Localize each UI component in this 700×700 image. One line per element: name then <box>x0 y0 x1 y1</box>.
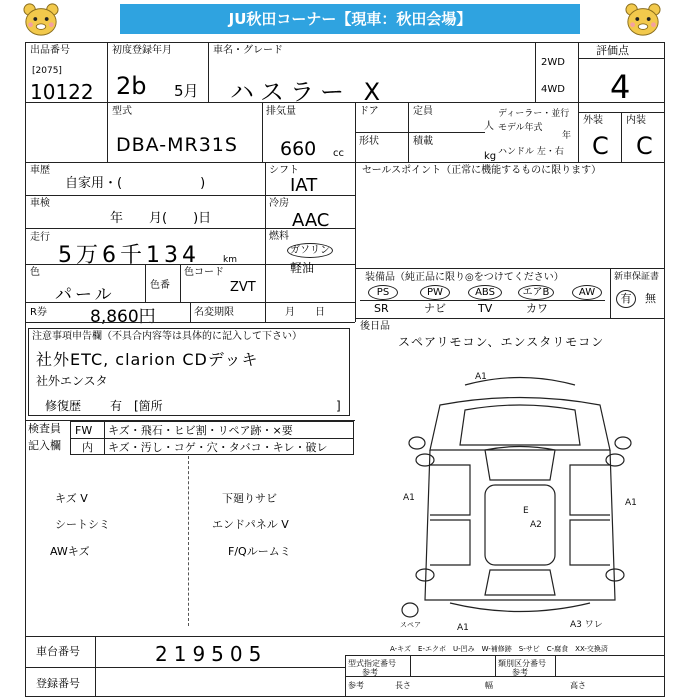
equip-abs: ABS <box>468 285 502 300</box>
equip-leather: カワ <box>526 302 548 315</box>
damage-mark: A1 <box>625 498 637 508</box>
car-name-label: 車名・グレード <box>213 45 283 56</box>
model-label: 型式 <box>112 106 132 117</box>
fuel-label: 燃料 <box>269 231 289 242</box>
color-number-label: 色番 <box>150 280 170 291</box>
load-label: 積載 <box>413 136 433 147</box>
damage-mark: A1 <box>403 493 415 503</box>
width-label: 幅 <box>485 681 493 690</box>
inspector-note-left-2: シートシミ <box>55 518 110 531</box>
inspector-note-right-2: エンドパネル V <box>212 518 289 531</box>
shift-value: IAT <box>290 175 318 196</box>
transfer-deadline-label: 名変期限 <box>194 307 234 318</box>
new-car-warranty-label: 新車保証書 <box>614 272 660 282</box>
damage-mark: A1 <box>457 623 469 633</box>
rating-value: 4 <box>610 68 631 106</box>
notes-line-2: 社外エンスタ <box>36 374 108 388</box>
exterior-grade: C <box>592 132 609 160</box>
first-registration-month: 5月 <box>174 82 199 100</box>
damage-legend: A-キズ E-エクボ U-凹み W-補修跡 S-サビ C-腐食 XX-交換済 <box>390 645 608 653</box>
bear-mascot-icon <box>624 2 662 38</box>
lot-number: 10122 <box>30 80 94 104</box>
handle-label: ハンドル 左・右 <box>498 147 564 157</box>
door-label: ドア <box>359 106 379 117</box>
type-cert-label: 型式指定番号 <box>348 659 396 668</box>
registration-number-label: 登録番号 <box>36 677 80 690</box>
aftermarket-label: 後日品 <box>360 321 390 332</box>
equip-pw: PW <box>420 285 450 300</box>
repair-history-label: 修復歴 <box>45 399 82 413</box>
equip-airbag: エアB <box>518 285 554 300</box>
car-damage-diagram <box>395 365 650 635</box>
inspector-note-right-1: 下廻りサビ <box>222 492 277 505</box>
drive-4wd-label: 4WD <box>541 84 565 95</box>
equip-ps: PS <box>368 285 398 300</box>
inspector-note-right-3: F/Qルームミ <box>228 545 291 558</box>
damage-mark: A3 ワレ <box>570 620 603 630</box>
inspection-date-label: 車検 <box>30 198 50 209</box>
aftermarket-text: スペアリモコン、エンスタリモコン <box>398 335 605 349</box>
damage-mark: E <box>523 506 529 516</box>
chassis-number: 219505 <box>155 642 268 666</box>
new-car-warranty-yes: 有 <box>616 290 636 308</box>
load-unit: kg <box>484 151 497 162</box>
lot-number-label: 出品番号 <box>30 45 70 56</box>
length-label: 長さ <box>395 681 411 690</box>
rating-label: 評価点 <box>596 44 629 57</box>
model-year-label: モデル年式 <box>498 123 543 133</box>
chassis-number-label: 車台番号 <box>36 645 80 658</box>
color-label: 色 <box>30 267 40 278</box>
color-code-label: 色コード <box>184 267 224 278</box>
new-car-warranty-no: 無 <box>645 292 656 305</box>
color-code-value: ZVT <box>230 280 256 295</box>
first-registration-label: 初度登録年月 <box>112 45 172 56</box>
first-registration-era: 2b <box>116 72 147 100</box>
color-value: パール <box>55 285 115 305</box>
inspector-note-left-1: キズ V <box>55 492 88 505</box>
recycle-value: 8,860円 <box>90 307 156 327</box>
bear-mascot-icon <box>22 2 60 38</box>
mileage-label: 走行 <box>30 232 50 243</box>
capacity-unit: 人 <box>484 121 494 132</box>
spare-label: スペア <box>400 621 421 629</box>
model-code: DBA-MR31S <box>116 134 238 156</box>
equip-sr: SR <box>374 302 389 315</box>
shape-label: 形状 <box>359 136 379 147</box>
shift-label: シフト <box>269 165 299 176</box>
interior-label: 内装 <box>626 115 646 126</box>
inspection-date-value: 年 月( )日 <box>110 211 212 226</box>
dealer-label: ディーラー・並行 <box>498 109 570 119</box>
top-banner <box>0 0 700 40</box>
ac-label: 冷房 <box>269 198 289 209</box>
exterior-label: 外装 <box>583 115 603 126</box>
equipment-label: 装備品（純正品に限り◎をつけてください） <box>365 272 564 283</box>
drive-2wd-label: 2WD <box>541 57 565 68</box>
mileage-value: 5万6千134 <box>58 243 200 268</box>
displacement-label: 排気量 <box>266 106 296 117</box>
sales-point-label: セールスポイント（正常に機能するものに限ります） <box>362 165 602 176</box>
fw-items: キズ・飛石・ヒビ割・リペア跡・×要 <box>108 424 293 437</box>
inspector-note-left-3: AWキズ <box>50 545 90 558</box>
history-label: 車歴 <box>30 165 50 176</box>
class-number-label: 類別区分番号 <box>498 659 546 668</box>
fw-label: FW <box>75 424 93 437</box>
interior-check-label: 内 <box>82 441 93 454</box>
damage-mark: A1 <box>475 372 487 382</box>
mileage-unit: km <box>223 255 237 265</box>
interior-check-items: キズ・汚し・コゲ・穴・タバコ・キレ・破レ <box>108 441 328 454</box>
lot-sub-code: [2075] <box>32 66 62 76</box>
inspector-label: 検査員 <box>28 422 61 435</box>
car-name: ハスラー X <box>230 78 387 106</box>
damage-mark: A2 <box>530 520 542 530</box>
year-label: 年 <box>562 131 572 141</box>
fuel-diesel: 軽油 <box>290 261 315 275</box>
fuel-gasoline-circled: ガソリン <box>287 243 333 258</box>
banner-title: JU秋田コーナー【現車：秋田会場】 <box>120 4 580 34</box>
history-value: 自家用・( ) <box>65 176 206 191</box>
capacity-label: 定員 <box>413 106 433 117</box>
displacement-unit: cc <box>333 148 344 159</box>
height-label: 高さ <box>570 681 586 690</box>
equip-aw: AW <box>572 285 602 300</box>
interior-grade: C <box>636 132 653 160</box>
entry-label: 記入欄 <box>28 439 61 452</box>
displacement-value: 660 <box>280 138 317 160</box>
repair-history-value: 有 [箇所 <box>110 399 163 413</box>
ac-value: AAC <box>292 210 330 231</box>
notes-label: 注意事項申告欄（不具合内容等は具体的に記入して下さい） <box>32 331 302 342</box>
transfer-deadline-value: 月 日 <box>285 307 325 318</box>
recycle-label: R券 <box>30 307 47 318</box>
notes-line-1: 社外ETC, clarion CDデッキ <box>36 350 259 369</box>
equip-navi: ナビ <box>424 302 446 315</box>
equip-tv: TV <box>478 302 493 315</box>
